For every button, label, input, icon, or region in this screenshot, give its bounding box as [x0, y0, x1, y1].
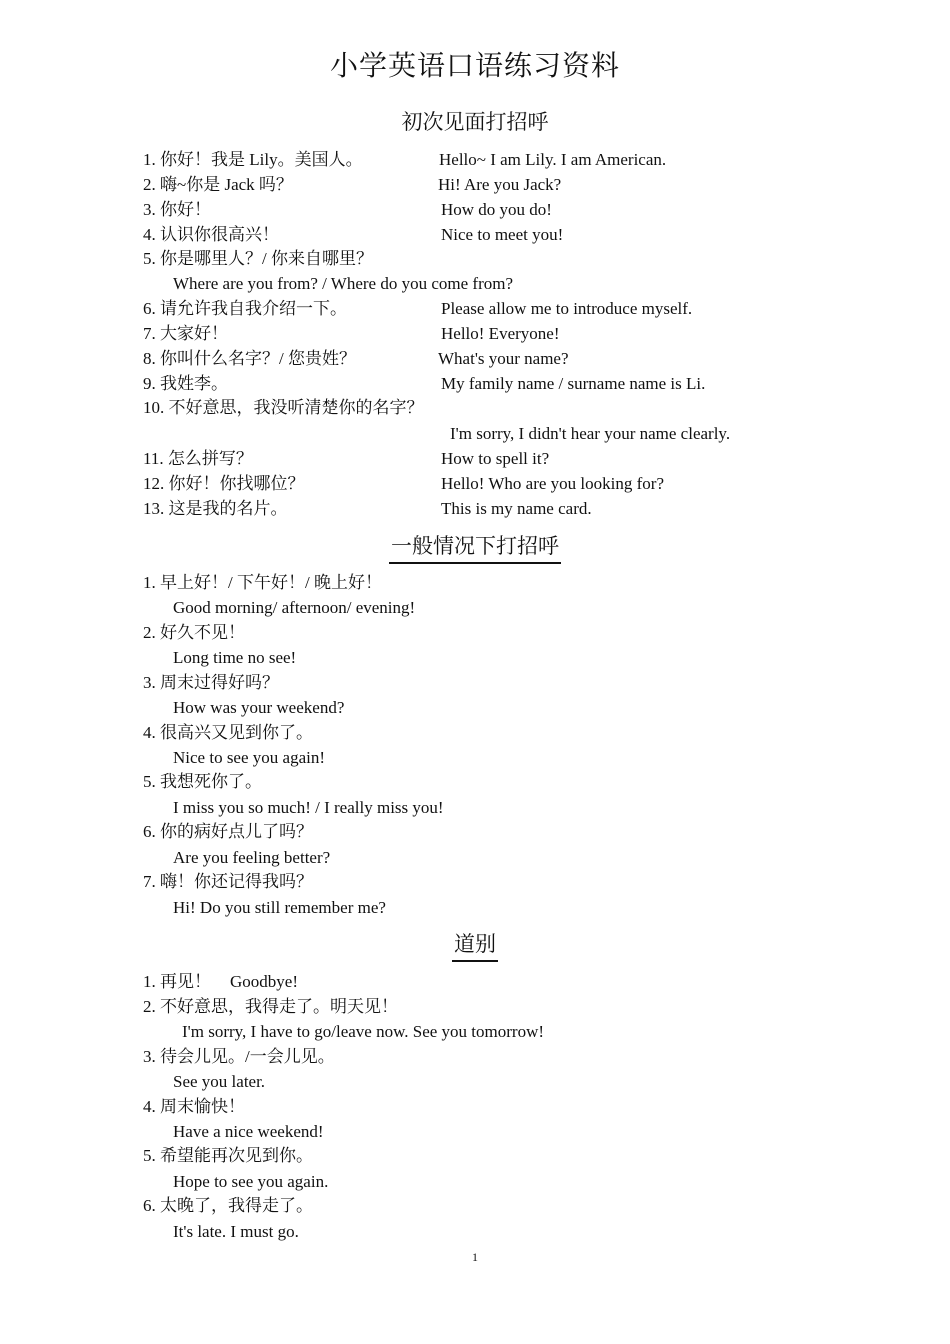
- phrase-en: Good morning/ afternoon/ evening!: [173, 598, 416, 617]
- phrase-en: Nice to see you again!: [173, 748, 325, 767]
- section-heading-first-meeting: 初次见面打招呼: [401, 110, 549, 134]
- phrase-en: I'm sorry, I didn't hear your name clearly.: [450, 424, 731, 443]
- phrase-en: See you later.: [173, 1072, 266, 1091]
- phrase-cn: 4. 很高兴又见到你了。: [143, 723, 313, 742]
- document-title: 小学英语口语练习资料: [329, 51, 620, 82]
- phrase-en: Hi! Do you still remember me?: [173, 898, 386, 917]
- phrase-en: Goodbye!: [230, 972, 298, 991]
- phrase-en: I miss you so much! / I really miss you!: [173, 798, 444, 817]
- phrase-cn: 7. 大家好！: [143, 324, 228, 343]
- phrase-en: Have a nice weekend!: [173, 1122, 324, 1141]
- phrase-cn: 3. 待会儿见。/一会儿见。: [143, 1047, 335, 1066]
- phrase-en: Hello~ I am Lily. I am American.: [439, 150, 667, 169]
- phrase-en: Please allow me to introduce myself.: [441, 299, 693, 318]
- phrase-cn: 3. 周末过得好吗？: [143, 673, 279, 692]
- phrase-cn: 5. 你是哪里人？/ 你来自哪里？: [143, 249, 373, 268]
- phrase-en: Where are you from? / Where do you come from?: [173, 274, 514, 293]
- phrase-cn: 2. 好久不见！: [143, 623, 245, 642]
- phrase-en: Hello! Who are you looking for?: [441, 474, 664, 493]
- phrase-cn: 6. 太晚了，我得走了。: [143, 1196, 313, 1215]
- phrase-cn: 9. 我姓李。: [143, 374, 228, 393]
- phrase-en: My family name / surname name is Li.: [441, 374, 706, 393]
- phrase-cn: 1. 早上好！/ 下午好！/ 晚上好！: [143, 573, 382, 592]
- phrase-en: Hello! Everyone!: [441, 324, 560, 343]
- phrase-en: Nice to meet you!: [441, 225, 564, 244]
- phrase-en: I'm sorry, I have to go/leave now. See you tomorrow!: [182, 1022, 545, 1041]
- phrase-cn: 6. 你的病好点儿了吗？: [143, 822, 313, 841]
- phrase-cn: 2. 嗨~你是 Jack 吗？: [143, 175, 293, 194]
- section-heading-farewells: 道别: [0, 928, 950, 962]
- phrase-cn: 11. 怎么拼写？: [143, 449, 253, 468]
- phrase-cn: 1. 你好！我是 Lily。美国人。: [143, 150, 363, 169]
- phrase-en: How do you do!: [441, 200, 552, 219]
- page-number: 1: [472, 1250, 478, 1264]
- phrase-cn: 2. 不好意思，我得走了。明天见！: [143, 997, 398, 1016]
- phrase-en: How to spell it?: [441, 449, 550, 468]
- phrase-en: It's late. I must go.: [173, 1222, 299, 1241]
- phrase-en: How was your weekend?: [173, 698, 345, 717]
- phrase-en: Hi! Are you Jack?: [438, 175, 562, 194]
- section-heading-general-greetings: 一般情况下打招呼: [0, 530, 950, 564]
- phrase-en: Are you feeling better?: [173, 848, 331, 867]
- phrase-cn: 4. 认识你很高兴！: [143, 225, 279, 244]
- phrase-cn: 4. 周末愉快！: [143, 1097, 245, 1116]
- phrase-cn: 10. 不好意思，我没听清楚你的名字？: [143, 398, 424, 417]
- phrase-cn: 7. 嗨！你还记得我吗？: [143, 872, 313, 891]
- phrase-cn: 6. 请允许我自我介绍一下。: [143, 299, 347, 318]
- phrase-cn: 12. 你好！你找哪位？: [143, 474, 305, 493]
- phrase-en: What's your name?: [438, 349, 569, 368]
- phrase-cn: 5. 希望能再次见到你。: [143, 1146, 313, 1165]
- phrase-cn: 13. 这是我的名片。: [143, 499, 288, 518]
- phrase-en: Hope to see you again.: [173, 1172, 329, 1191]
- phrase-cn: 1. 再见！: [143, 972, 211, 991]
- phrase-en: Long time no see!: [173, 648, 297, 667]
- phrase-cn: 3. 你好！: [143, 200, 211, 219]
- phrase-cn: 5. 我想死你了。: [143, 772, 262, 791]
- phrase-cn: 8. 你叫什么名字？/ 您贵姓？: [143, 349, 356, 368]
- phrase-en: This is my name card.: [441, 499, 592, 518]
